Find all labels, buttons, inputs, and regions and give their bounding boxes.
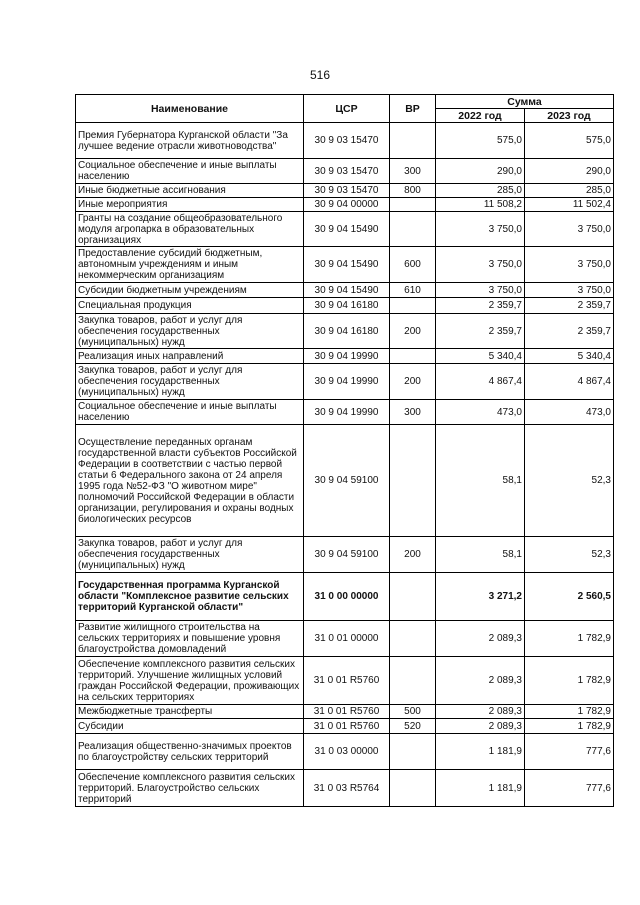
row-vr xyxy=(390,298,436,314)
row-value-2022: 3 750,0 xyxy=(436,212,525,247)
row-name: Субсидии бюджетным учреждениям xyxy=(76,283,304,298)
row-vr: 200 xyxy=(390,537,436,573)
table-row xyxy=(76,400,614,425)
row-value-2022: 575,0 xyxy=(436,123,525,159)
row-value-2022: 5 340,4 xyxy=(436,349,525,364)
row-value-2022: 2 359,7 xyxy=(436,314,525,349)
row-name: Предоставление субсидий бюджетным, автономным учреждениям и иным некоммерческим организациям xyxy=(76,247,304,283)
row-vr: 300 xyxy=(390,159,436,184)
row-value-2023: 2 359,7 xyxy=(525,298,614,314)
table-row xyxy=(76,283,614,298)
row-vr xyxy=(390,621,436,657)
row-name: Реализация общественно-значимых проектов по благоустройству сельских территорий xyxy=(76,734,304,770)
row-csr: 31 0 03 00000 xyxy=(304,734,390,770)
row-name: Обеспечение комплексного развития сельских территорий. Улучшение жилищных условий граждан Российской Федерации, проживающих на сельских территориях xyxy=(76,657,304,705)
table-row xyxy=(76,657,614,705)
row-vr xyxy=(390,123,436,159)
table-row xyxy=(76,247,614,283)
row-name: Иные мероприятия xyxy=(76,198,304,212)
row-value-2023: 3 750,0 xyxy=(525,212,614,247)
table-row xyxy=(76,573,614,621)
row-csr: 31 0 01 R5760 xyxy=(304,657,390,705)
row-vr: 800 xyxy=(390,184,436,198)
row-name: Межбюджетные трансферты xyxy=(76,705,304,719)
table-row xyxy=(76,349,614,364)
row-value-2023: 285,0 xyxy=(525,184,614,198)
row-csr: 31 0 00 00000 xyxy=(304,573,390,621)
row-vr: 200 xyxy=(390,314,436,349)
row-name: Закупка товаров, работ и услуг для обеспечения государственных (муниципальных) нужд xyxy=(76,314,304,349)
table-row xyxy=(76,364,614,400)
row-value-2022: 58,1 xyxy=(436,537,525,573)
row-csr: 31 0 01 R5760 xyxy=(304,705,390,719)
row-csr: 30 9 04 15490 xyxy=(304,283,390,298)
row-value-2023: 52,3 xyxy=(525,537,614,573)
row-value-2023: 1 782,9 xyxy=(525,705,614,719)
row-csr: 30 9 04 59100 xyxy=(304,425,390,537)
table-row xyxy=(76,734,614,770)
row-value-2023: 1 782,9 xyxy=(525,621,614,657)
row-value-2023: 3 750,0 xyxy=(525,283,614,298)
row-value-2022: 1 181,9 xyxy=(436,734,525,770)
header-name: Наименование xyxy=(76,95,304,123)
row-csr: 30 9 04 16180 xyxy=(304,314,390,349)
row-name: Государственная программа Курганской области "Комплексное развитие сельских территорий Курганской области" xyxy=(76,573,304,621)
row-value-2022: 473,0 xyxy=(436,400,525,425)
page-number: 516 xyxy=(309,68,331,82)
row-vr xyxy=(390,657,436,705)
table-row xyxy=(76,159,614,184)
row-name: Закупка товаров, работ и услуг для обеспечения государственных (муниципальных) нужд xyxy=(76,364,304,400)
row-csr: 30 9 03 15470 xyxy=(304,184,390,198)
row-csr: 30 9 04 59100 xyxy=(304,537,390,573)
row-vr xyxy=(390,734,436,770)
row-value-2022: 58,1 xyxy=(436,425,525,537)
table-row xyxy=(76,425,614,537)
row-name: Осуществление переданных органам государственной власти субъектов Российской Федерации в соответствии с частью первой статьи 6 Федерального закона от 24 апреля 1995 года №52-ФЗ "О животном мире" полномочий Российской Федерации в области организации, регулирования и охраны водных биологических ресурсов xyxy=(76,425,304,537)
row-vr xyxy=(390,349,436,364)
row-csr: 31 0 01 R5760 xyxy=(304,719,390,734)
row-value-2023: 52,3 xyxy=(525,425,614,537)
table-row xyxy=(76,621,614,657)
row-value-2023: 777,6 xyxy=(525,734,614,770)
row-vr xyxy=(390,425,436,537)
row-vr: 200 xyxy=(390,364,436,400)
row-vr: 500 xyxy=(390,705,436,719)
row-value-2022: 4 867,4 xyxy=(436,364,525,400)
row-value-2023: 473,0 xyxy=(525,400,614,425)
row-value-2023: 2 359,7 xyxy=(525,314,614,349)
header-sum: Сумма xyxy=(436,95,614,109)
row-value-2022: 11 508,2 xyxy=(436,198,525,212)
row-csr: 30 9 04 00000 xyxy=(304,198,390,212)
row-csr: 30 9 04 15490 xyxy=(304,247,390,283)
table-row xyxy=(76,198,614,212)
header-year-2022: 2022 год xyxy=(436,109,525,123)
row-vr xyxy=(390,198,436,212)
table-row xyxy=(76,298,614,314)
row-value-2022: 3 271,2 xyxy=(436,573,525,621)
row-vr xyxy=(390,573,436,621)
row-csr: 31 0 01 00000 xyxy=(304,621,390,657)
row-csr: 30 9 04 19990 xyxy=(304,349,390,364)
row-csr: 30 9 04 15490 xyxy=(304,212,390,247)
table-row xyxy=(76,770,614,807)
row-name: Субсидии xyxy=(76,719,304,734)
row-value-2022: 2 359,7 xyxy=(436,298,525,314)
header-csr: ЦСР xyxy=(304,95,390,123)
row-value-2022: 2 089,3 xyxy=(436,621,525,657)
row-name: Социальное обеспечение и иные выплаты населению xyxy=(76,400,304,425)
row-value-2022: 1 181,9 xyxy=(436,770,525,807)
row-value-2022: 2 089,3 xyxy=(436,705,525,719)
row-name: Реализация иных направлений xyxy=(76,349,304,364)
row-csr: 30 9 04 16180 xyxy=(304,298,390,314)
row-value-2023: 11 502,4 xyxy=(525,198,614,212)
row-name: Премия Губернатора Курганской области "За лучшее ведение отрасли животноводства" xyxy=(76,123,304,159)
row-value-2023: 1 782,9 xyxy=(525,657,614,705)
row-value-2022: 3 750,0 xyxy=(436,247,525,283)
row-value-2022: 2 089,3 xyxy=(436,657,525,705)
row-value-2023: 3 750,0 xyxy=(525,247,614,283)
table-row xyxy=(76,537,614,573)
row-csr: 30 9 03 15470 xyxy=(304,123,390,159)
row-vr xyxy=(390,212,436,247)
row-value-2023: 4 867,4 xyxy=(525,364,614,400)
row-csr: 30 9 03 15470 xyxy=(304,159,390,184)
row-name: Специальная продукция xyxy=(76,298,304,314)
row-csr: 30 9 04 19990 xyxy=(304,400,390,425)
table-row xyxy=(76,212,614,247)
budget-table xyxy=(75,94,614,807)
row-name: Иные бюджетные ассигнования xyxy=(76,184,304,198)
row-value-2022: 290,0 xyxy=(436,159,525,184)
row-vr: 300 xyxy=(390,400,436,425)
header-year-2023: 2023 год xyxy=(525,109,614,123)
row-value-2023: 290,0 xyxy=(525,159,614,184)
table-row xyxy=(76,123,614,159)
table-row xyxy=(76,184,614,198)
row-value-2022: 2 089,3 xyxy=(436,719,525,734)
row-vr: 520 xyxy=(390,719,436,734)
row-name: Социальное обеспечение и иные выплаты населению xyxy=(76,159,304,184)
table-body xyxy=(76,123,614,807)
row-csr: 30 9 04 19990 xyxy=(304,364,390,400)
row-value-2023: 5 340,4 xyxy=(525,349,614,364)
row-value-2023: 1 782,9 xyxy=(525,719,614,734)
row-value-2022: 285,0 xyxy=(436,184,525,198)
row-vr: 610 xyxy=(390,283,436,298)
table-row xyxy=(76,719,614,734)
header-vr: ВР xyxy=(390,95,436,123)
row-value-2023: 2 560,5 xyxy=(525,573,614,621)
row-name: Гранты на создание общеобразовательного модуля агропарка в образовательных организациях xyxy=(76,212,304,247)
table-row xyxy=(76,705,614,719)
row-name: Закупка товаров, работ и услуг для обеспечения государственных (муниципальных) нужд xyxy=(76,537,304,573)
row-value-2023: 575,0 xyxy=(525,123,614,159)
row-vr: 600 xyxy=(390,247,436,283)
row-value-2023: 777,6 xyxy=(525,770,614,807)
row-name: Развитие жилищного строительства на сельских территориях и повышение уровня благоустройства домовладений xyxy=(76,621,304,657)
row-value-2022: 3 750,0 xyxy=(436,283,525,298)
row-csr: 31 0 03 R5764 xyxy=(304,770,390,807)
row-vr xyxy=(390,770,436,807)
row-name: Обеспечение комплексного развития сельских территорий. Благоустройство сельских территорий xyxy=(76,770,304,807)
table-row xyxy=(76,314,614,349)
